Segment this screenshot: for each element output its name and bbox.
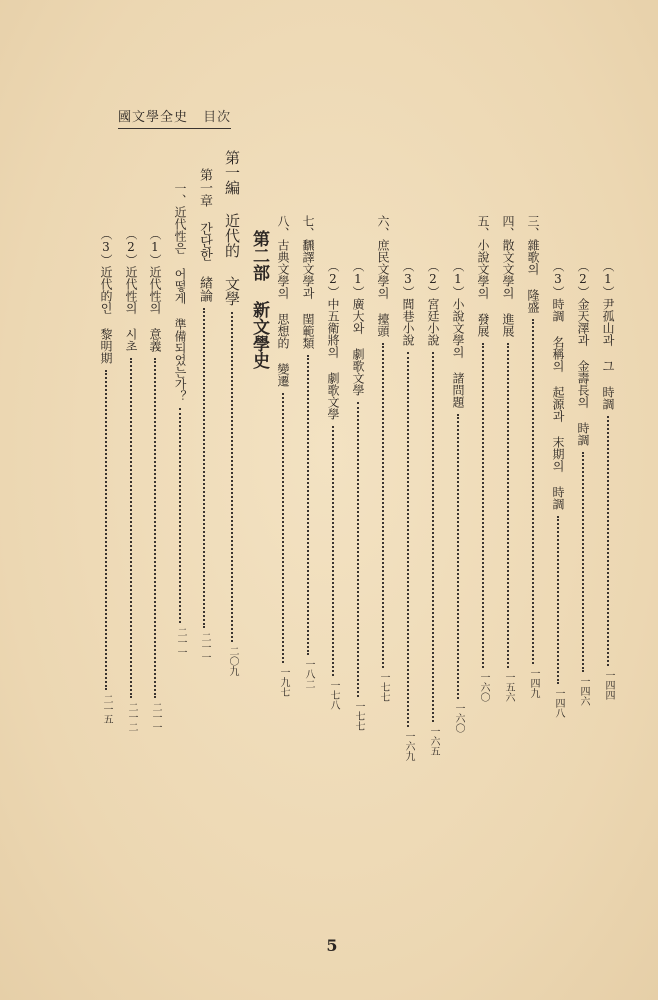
toc-entry-title: 第一編 近代的 文學: [223, 150, 241, 306]
toc-entry-page: 一六〇: [478, 672, 489, 702]
toc-entry-title: 四、散文文學의 進展: [501, 215, 515, 337]
toc-entry-page: 一七七: [378, 672, 389, 702]
dot-leader: [407, 352, 409, 727]
toc-entry-page: 一四四: [603, 670, 614, 700]
toc-entry-title: （2）近代性의 시초: [124, 228, 138, 352]
toc-entry-page: 一四九: [528, 668, 539, 698]
toc-entry: [427, 260, 439, 756]
toc-entry-page: 一六〇: [453, 703, 464, 733]
toc-entry-page: 一四八: [553, 688, 564, 718]
toc-entry: [352, 260, 364, 731]
toc-entry-page: 一五六: [503, 672, 514, 702]
toc-entry-title: （1）尹孤山과 그 時調: [601, 260, 615, 410]
dot-leader: [231, 312, 233, 642]
toc-entry: [174, 182, 186, 657]
toc-entry-page: 一八二: [303, 659, 314, 689]
dot-leader: [282, 393, 284, 663]
dot-leader: [382, 343, 384, 668]
toc-entry-page: 二一二: [126, 702, 137, 732]
toc-entry: [402, 260, 414, 761]
toc-entry-title: 八、古典文學의 思想的 變遷: [276, 215, 290, 387]
table-of-contents: [92, 150, 632, 930]
dot-leader: [432, 352, 434, 722]
running-header: [118, 106, 231, 129]
toc-entry: [377, 215, 389, 702]
toc-entry-page: 一六五: [428, 726, 439, 756]
toc-entry-page: 二一五: [101, 694, 112, 724]
toc-entry-title: 七、飜譯文學과 閨範類: [301, 215, 315, 349]
dot-leader: [203, 308, 205, 628]
toc-entry: [502, 215, 514, 702]
dot-leader: [457, 414, 459, 699]
toc-entry: [602, 260, 614, 700]
dot-leader: [507, 343, 509, 668]
toc-entry-title: 三、雜歌의 隆盛: [526, 215, 540, 313]
toc-entry-page: 一六九: [403, 731, 414, 761]
toc-entry: [452, 260, 464, 733]
toc-entry-title: 五、小說文學의 發展: [476, 215, 490, 337]
toc-entry-title: （3）閭巷小說: [401, 260, 415, 346]
toc-entry-title: （3）近代的인 黎明期: [99, 228, 113, 364]
toc-entry-title: 第二部 新文學史: [249, 230, 269, 369]
toc-entry-page: 一九七: [278, 667, 289, 697]
toc-entry: [224, 150, 239, 676]
dot-leader: [357, 402, 359, 697]
dot-leader: [307, 355, 309, 655]
toc-entry: [552, 260, 564, 718]
toc-entry-title: （3）時調 名稱의 起源과 末期의 時調: [551, 260, 565, 510]
toc-entry-title: 六、庶民文學의 擡頭: [376, 215, 390, 337]
toc-entry: [327, 260, 339, 710]
toc-entry-page: 一七八: [328, 680, 339, 710]
contents-stamp: 目次: [203, 110, 232, 125]
toc-entry-title: 一、近代性은 어떻게 準備되었는가？: [173, 182, 187, 402]
toc-entry: [477, 215, 489, 702]
toc-entry: [149, 228, 161, 732]
toc-entry-title: （1）廣大와 劇歌文學: [351, 260, 365, 396]
dot-leader: [482, 343, 484, 668]
toc-entry-title: （2）中五衛將의 劇歌文學: [326, 260, 340, 420]
page-number: 5: [326, 936, 338, 955]
dot-leader: [179, 408, 181, 623]
toc-entry: [277, 215, 289, 697]
toc-entry: [100, 228, 112, 724]
dot-leader: [582, 452, 584, 672]
toc-entry-page: 一七七: [353, 701, 364, 731]
toc-entry-page: 二〇九: [227, 646, 238, 676]
toc-entry-page: 二一一: [199, 632, 210, 662]
toc-entry-title: 第一章 간단한 緖論: [197, 168, 212, 302]
toc-entry: [198, 168, 211, 662]
toc-entry: [125, 228, 137, 732]
toc-entry: [577, 260, 589, 706]
toc-entry: [250, 230, 267, 369]
dot-leader: [607, 416, 609, 666]
toc-entry-title: （2）金天澤과 金壽長의 時調: [576, 260, 590, 446]
toc-entry-page: 一四六: [578, 676, 589, 706]
toc-entry-title: （1）近代性의 意義: [148, 228, 162, 352]
toc-entry: [302, 215, 314, 689]
toc-entry-title: （1）小說文學의 諸問題: [451, 260, 465, 408]
toc-entry: [527, 215, 539, 698]
book-title: 國文學全史: [118, 110, 189, 125]
toc-entry-page: 二一一: [150, 702, 161, 732]
dot-leader: [154, 358, 156, 698]
dot-leader: [332, 426, 334, 676]
dot-leader: [557, 516, 559, 684]
toc-entry-title: （2）宮廷小說: [426, 260, 440, 346]
toc-entry-page: 二一一: [175, 627, 186, 657]
dot-leader: [532, 319, 534, 664]
dot-leader: [105, 370, 107, 690]
dot-leader: [130, 358, 132, 698]
